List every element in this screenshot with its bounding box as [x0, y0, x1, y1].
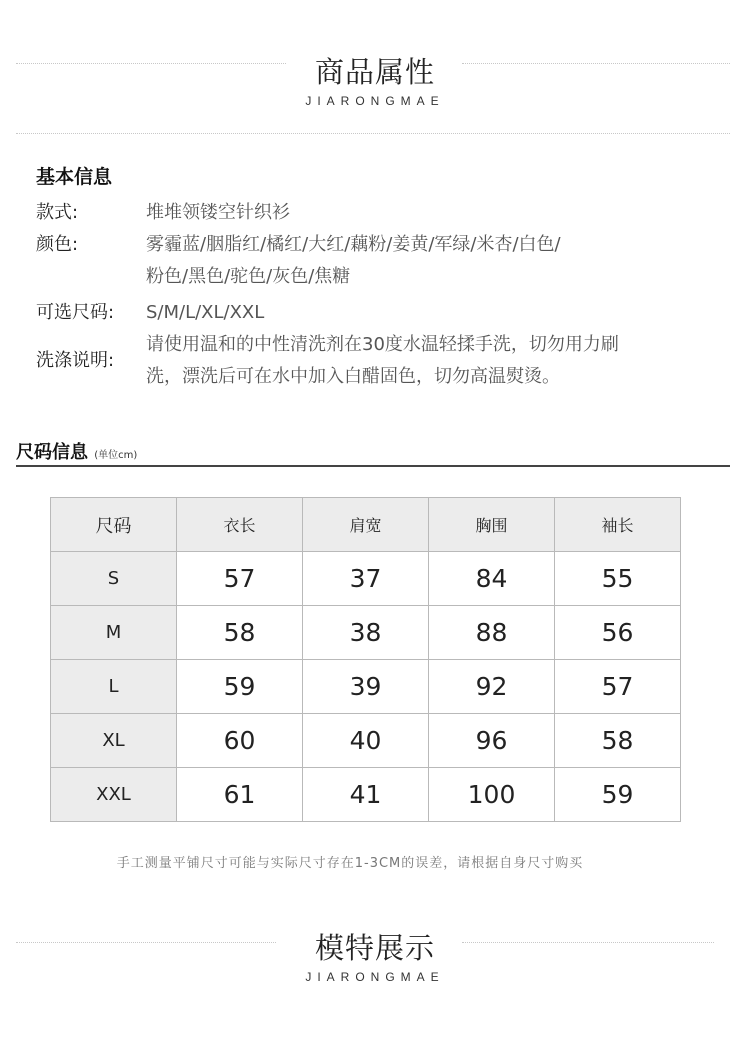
chest-cell: 84 — [429, 552, 555, 606]
size-info-rule — [16, 465, 730, 467]
chest-cell: 88 — [429, 606, 555, 660]
shoulder-cell: 39 — [303, 660, 429, 714]
size-info-heading — [16, 438, 137, 464]
table-row — [51, 714, 681, 768]
length-cell: 58 — [177, 606, 303, 660]
section-title-model-showcase: 模特展示 — [314, 931, 435, 965]
size-cell: M — [51, 606, 177, 660]
size-row — [36, 297, 736, 329]
col-header-chest: 胸围 — [429, 498, 555, 552]
style-label: 款式: — [36, 202, 79, 223]
table-row — [51, 552, 681, 606]
chest-cell: 96 — [429, 714, 555, 768]
size-cell: L — [51, 660, 177, 714]
basic-info-heading: 基本信息 — [36, 166, 113, 188]
table-row — [51, 660, 681, 714]
size-cell: S — [51, 552, 177, 606]
length-cell: 61 — [177, 768, 303, 822]
size-value: S/M/L/XL/XXL — [146, 302, 265, 323]
basic-info-block — [36, 162, 736, 393]
color-row — [36, 229, 736, 293]
shoulder-cell: 38 — [303, 606, 429, 660]
sleeve-cell: 56 — [555, 606, 681, 660]
col-header-shoulder: 肩宽 — [303, 498, 429, 552]
table-row — [51, 768, 681, 822]
chest-cell: 100 — [429, 768, 555, 822]
shoulder-cell: 41 — [303, 768, 429, 822]
shoulder-cell: 40 — [303, 714, 429, 768]
col-header-size: 尺码 — [51, 498, 177, 552]
chest-cell: 92 — [429, 660, 555, 714]
style-value: 堆堆领镂空针织衫 — [146, 202, 290, 223]
sleeve-cell: 55 — [555, 552, 681, 606]
sleeve-cell: 58 — [555, 714, 681, 768]
sleeve-cell: 59 — [555, 768, 681, 822]
footer-brand-logo-text: JIARONGMAE — [305, 970, 445, 984]
size-info-unit: (单位cm) — [94, 450, 138, 461]
color-value-line1: 雾霾蓝/胭脂红/橘红/大红/藕粉/姜黄/军绿/米杏/白色/ — [146, 234, 561, 255]
size-cell: XXL — [51, 768, 177, 822]
section-title-attributes: 商品属性 — [314, 55, 435, 89]
color-value-line2: 粉色/黑色/驼色/灰色/焦糖 — [146, 266, 351, 287]
sleeve-cell: 57 — [555, 660, 681, 714]
wash-value — [146, 329, 736, 393]
col-header-sleeve: 袖长 — [555, 498, 681, 552]
header-bottom-divider — [16, 133, 730, 134]
color-value — [146, 229, 736, 293]
size-cell: XL — [51, 714, 177, 768]
length-cell: 59 — [177, 660, 303, 714]
style-row — [36, 197, 736, 229]
length-cell: 60 — [177, 714, 303, 768]
size-info-title: 尺码信息 — [16, 442, 88, 463]
table-row — [51, 606, 681, 660]
wash-row — [36, 329, 736, 393]
brand-logo-text: JIARONGMAE — [305, 94, 445, 108]
measurement-note: 手工测量平铺尺寸可能与实际尺寸存在1-3CM的误差，请根据自身尺寸购买 — [116, 856, 584, 871]
size-table — [50, 497, 681, 822]
shoulder-cell: 37 — [303, 552, 429, 606]
size-table-header — [51, 498, 681, 552]
length-cell: 57 — [177, 552, 303, 606]
size-label: 可选尺码: — [36, 302, 115, 323]
wash-value-line1: 请使用温和的中性清洗剂在30度水温轻揉手洗，切勿用力刷 — [146, 334, 619, 355]
wash-label: 洗涤说明: — [36, 350, 115, 371]
color-label: 颜色: — [36, 234, 79, 255]
col-header-length: 衣长 — [177, 498, 303, 552]
wash-value-line2: 洗，漂洗后可在水中加入白醋固色，切勿高温熨烫。 — [146, 366, 560, 387]
